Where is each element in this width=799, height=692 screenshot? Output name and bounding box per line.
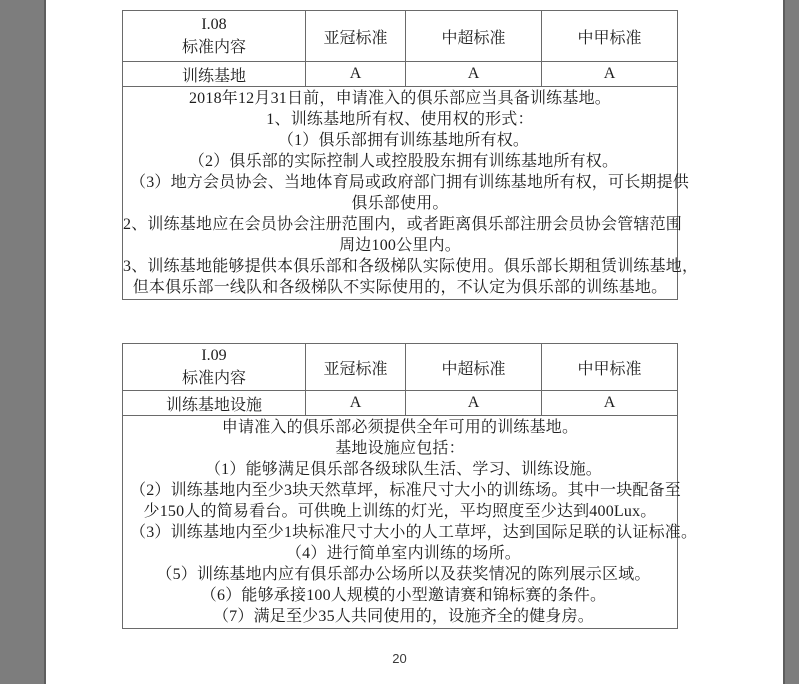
column-header-league-one-standard: 中甲标准 (542, 344, 678, 391)
grade-cell-csl: A (406, 62, 542, 87)
criterion-code-label: 标准内容 (181, 370, 246, 387)
requirement-body-row (123, 416, 678, 629)
requirement-line: （3）地方会员协会、当地体育局或政府部门拥有训练基地所有权，可长期提供 (130, 173, 690, 191)
criterion-row (123, 391, 678, 416)
standard-table-i09 (122, 343, 698, 629)
grade-cell-league-one: A (542, 391, 678, 416)
standard-table-i08 (122, 10, 699, 300)
column-header-afc-standard: 亚冠标准 (306, 344, 406, 391)
requirement-line: （2）训练基地内至少3块天然草坪，标准尺寸大小的训练场。其中一块配备至 (130, 481, 682, 499)
requirement-line: （6）能够承接100人规模的小型邀请赛和锦标赛的条件。 (200, 587, 607, 605)
criterion-label: 训练基地 (123, 62, 306, 87)
requirement-line: 俱乐部使用。 (351, 195, 449, 212)
requirement-line: （2）俱乐部的实际控制人或控股股东拥有训练基地所有权。 (188, 152, 619, 170)
column-header-csl-standard: 中超标准 (406, 344, 542, 391)
requirement-line: （5）训练基地内应有俱乐部办公场所以及获奖情况的陈列展示区域。 (156, 566, 651, 584)
criterion-row (123, 62, 678, 87)
requirement-line: （1）俱乐部拥有训练基地所有权。 (277, 131, 530, 149)
criterion-code-cell (123, 344, 306, 391)
grade-cell-afc: A (306, 391, 406, 416)
table-header-row (123, 344, 678, 391)
criterion-code-cell (123, 11, 306, 62)
requirement-line: （4）进行简单室内训练的场所。 (285, 545, 521, 563)
requirement-line: 3、训练基地能够提供本俱乐部和各级梯队实际使用。俱乐部长期租赁训练基地， (123, 258, 699, 276)
requirement-line: 基地设施应包括： (335, 439, 465, 457)
grade-cell-league-one: A (542, 62, 678, 87)
viewer-right-gutter (783, 0, 799, 684)
requirement-line: （3）训练基地内至少1块标准尺寸大小的人工草坪，达到国际足联的认证标准。 (130, 524, 698, 541)
requirement-text-cell (123, 87, 699, 300)
requirement-line: （1）能够满足俱乐部各级球队生活、学习、训练设施。 (204, 460, 602, 478)
grade-cell-csl: A (406, 391, 542, 416)
requirement-line: 但本俱乐部一线队和各级梯队不实际使用的，不认定为俱乐部的训练基地。 (132, 279, 668, 297)
requirement-line: 周边100公里内。 (339, 237, 461, 255)
column-header-league-one-standard: 中甲标准 (542, 11, 678, 62)
page-number: 20 (392, 651, 407, 666)
requirement-body-row (123, 87, 678, 300)
requirement-line: （7）满足至少35人共同使用的，设施齐全的健身房。 (212, 608, 594, 626)
requirement-line: 2018年12月31日前，申请准入的俱乐部应当具备训练基地。 (188, 89, 611, 107)
criterion-code: I.08 (201, 16, 227, 33)
requirement-line: 1、训练基地所有权、使用权的形式： (266, 110, 534, 128)
criterion-code-label: 标准内容 (181, 39, 246, 56)
column-header-afc-standard: 亚冠标准 (306, 11, 406, 62)
criterion-label: 训练基地设施 (123, 391, 306, 416)
requirement-line: 少150人的简易看台。可供晚上训练的灯光，平均照度至少达到400Lux。 (143, 502, 657, 520)
requirement-line: 申请准入的俱乐部必须提供全年可用的训练基地。 (221, 418, 579, 436)
table-header-row (123, 11, 678, 62)
grade-cell-afc: A (306, 62, 406, 87)
document-page (46, 0, 783, 692)
viewer-left-gutter (0, 0, 46, 684)
requirement-line: 2、训练基地应在会员协会注册范围内，或者距离俱乐部注册会员协会管辖范围 (123, 216, 683, 234)
column-header-csl-standard: 中超标准 (406, 11, 542, 62)
requirement-text-cell (123, 416, 698, 629)
criterion-code: I.09 (201, 347, 227, 364)
